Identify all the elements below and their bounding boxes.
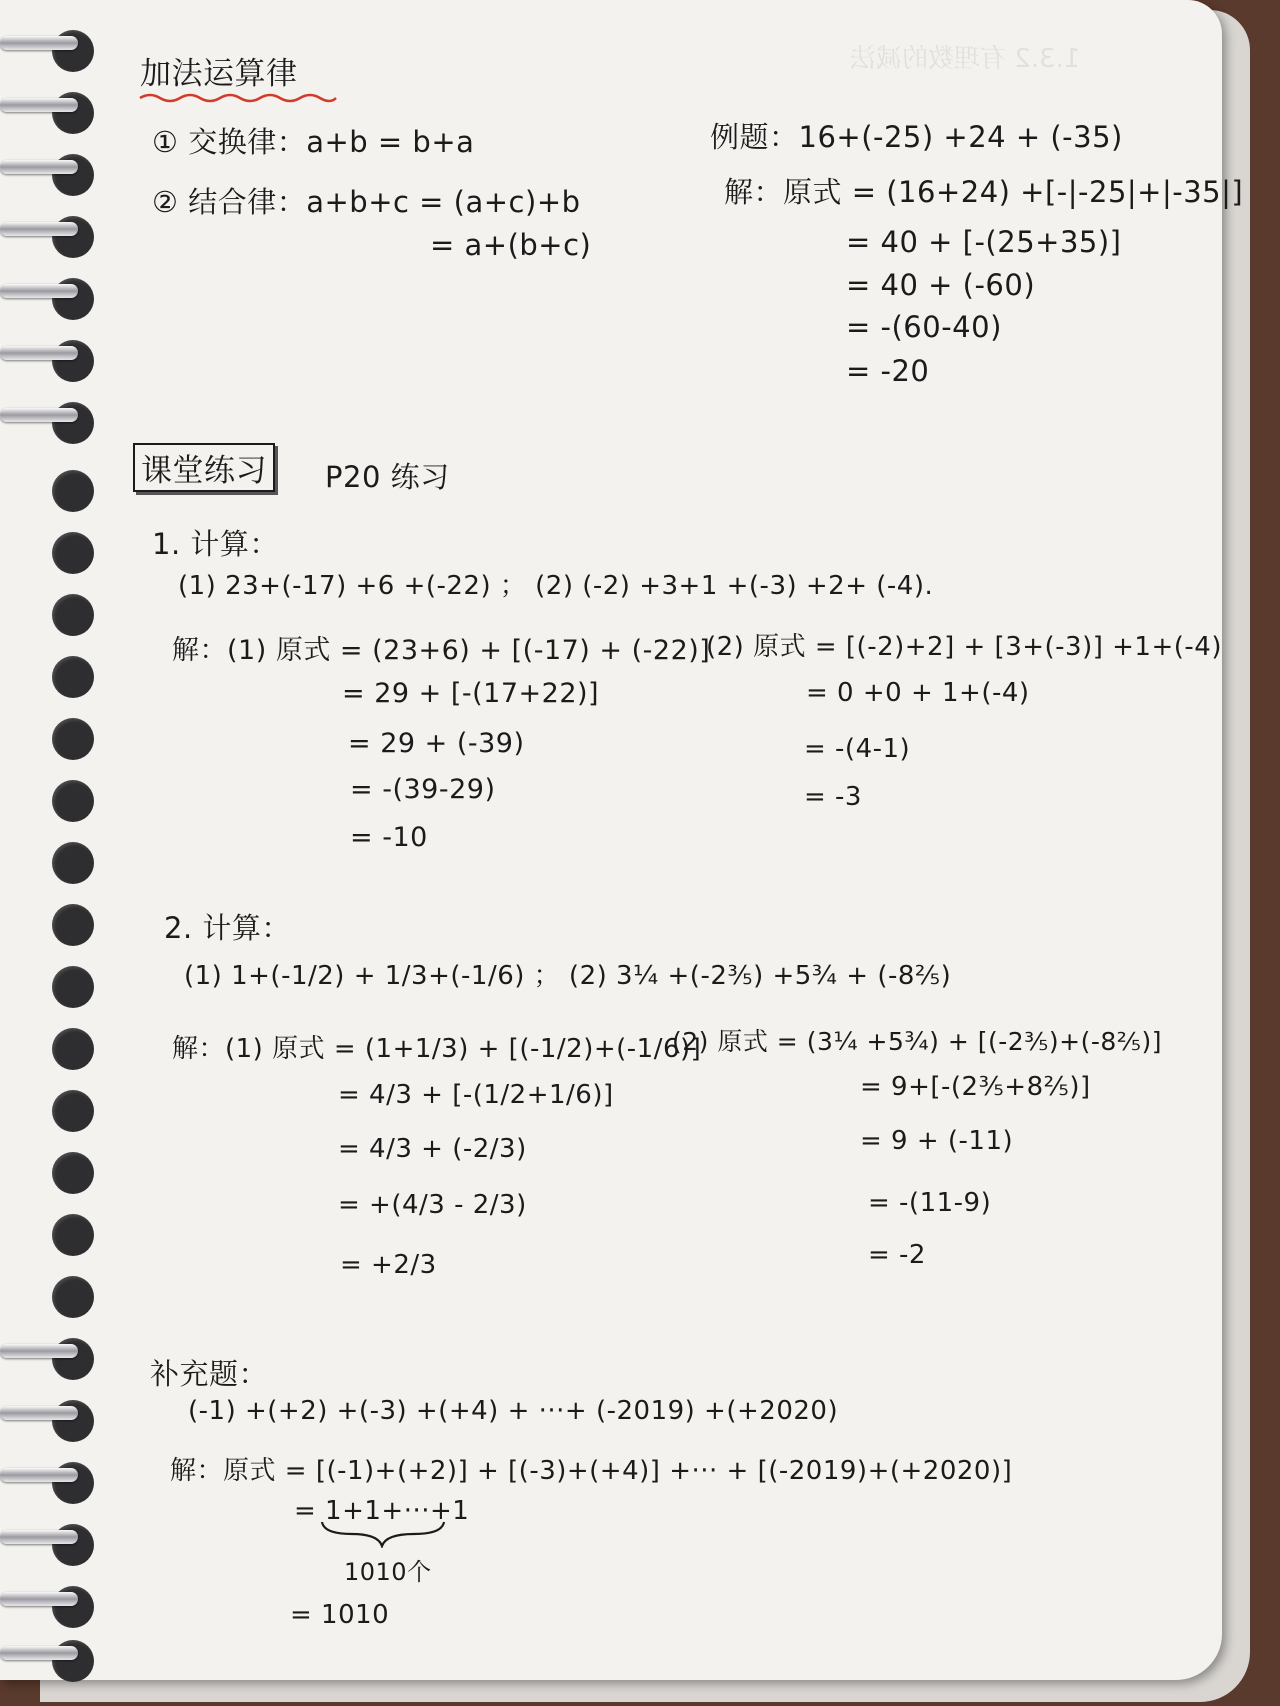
- example-line-5: = -20: [846, 354, 930, 388]
- example-line-2: = 40 + [-(25+35)]: [846, 225, 1122, 259]
- associative-law: ② 结合律：a+b+c = (a+c)+b: [152, 185, 581, 219]
- q1-part1-line-3: = 29 + (-39): [348, 728, 525, 759]
- q2-part2-line-5: = -2: [868, 1240, 926, 1270]
- commutative-law: ① 交换律：a+b = b+a: [152, 125, 475, 159]
- supplement-label: 补充题：: [150, 1357, 269, 1391]
- example-question: 例题：16+(-25) +24 + (-35): [710, 120, 1123, 154]
- q1-part2-line-2: = 0 +0 + 1+(-4): [806, 678, 1030, 708]
- q1-part1-line-1: 解：(1) 原式 = (23+6) + [(-17) + (-22)]: [172, 635, 711, 666]
- supplement-line-4: = 1010: [290, 1600, 390, 1630]
- q2-part1-line-4: = +(4/3 - 2/3): [338, 1190, 527, 1220]
- q1-part2-line-4: = -3: [804, 782, 862, 812]
- q1-part1-line-2: = 29 + [-(17+22)]: [342, 678, 600, 709]
- ghost-heading: 1.3.2 有理数的减法: [850, 44, 1081, 74]
- supplement-line-1: 解：原式 = [(-1)+(+2)] + [(-3)+(+4)] +··· + [(-2019)+(+2020)]: [170, 1456, 1013, 1486]
- section-title: 加法运算律: [140, 56, 298, 92]
- practice-heading: 课堂练习: [133, 443, 275, 492]
- q1-part1-line-4: = -(39-29): [350, 774, 496, 805]
- example-line-4: = -(60-40): [846, 310, 1002, 344]
- q2-part2-line-4: = -(11-9): [868, 1188, 992, 1218]
- q1-part1-line-5: = -10: [350, 822, 428, 853]
- q2-part1-line-2: = 4/3 + [-(1/2+1/6)]: [338, 1080, 614, 1110]
- q2-part1-line-1: 解：(1) 原式 = (1+1/3) + [(-1/2)+(-1/6)]: [172, 1034, 702, 1064]
- supplement-line-2: = 1+1+···+1: [294, 1496, 470, 1526]
- q2-part2-line-3: = 9 + (-11): [860, 1126, 1014, 1156]
- supplement-problem: (-1) +(+2) +(-3) +(+4) + ···+ (-2019) +(+2020): [188, 1396, 839, 1426]
- q1-label: 1. 计算：: [152, 527, 279, 561]
- sum-brace: [318, 1518, 448, 1548]
- example-line-3: = 40 + (-60): [846, 268, 1036, 302]
- q2-part2-line-1: (2) 原式 = (3¼ +5¾) + [(-2⅗)+(-8⅖)]: [672, 1027, 1162, 1056]
- supplement-brace-label: 1010个: [344, 1558, 432, 1586]
- q1-part2-line-1: (2) 原式 = [(-2)+2] + [3+(-3)] +1+(-4): [706, 632, 1222, 662]
- q1-problem: (1) 23+(-17) +6 +(-22) ； (2) (-2) +3+1 +(-3) +2+ (-4).: [178, 571, 934, 601]
- associative-law-cont: = a+(b+c): [430, 228, 592, 262]
- q2-problem: (1) 1+(-1/2) + 1/3+(-1/6) ； (2) 3¼ +(-2⅗) +5¾ + (-8⅖): [184, 961, 952, 991]
- title-underline: [138, 90, 338, 104]
- q2-part1-line-3: = 4/3 + (-2/3): [338, 1134, 527, 1164]
- q2-label: 2. 计算：: [164, 911, 291, 945]
- q2-part1-line-5: = +2/3: [340, 1250, 437, 1280]
- example-line-1: 解：原式 = (16+24) +[-|-25|+|-35|]: [724, 175, 1244, 209]
- q2-part2-line-2: = 9+[-(2⅗+8⅖)]: [860, 1072, 1091, 1102]
- q1-part2-line-3: = -(4-1): [804, 734, 911, 764]
- practice-page-ref: P20 练习: [325, 460, 450, 494]
